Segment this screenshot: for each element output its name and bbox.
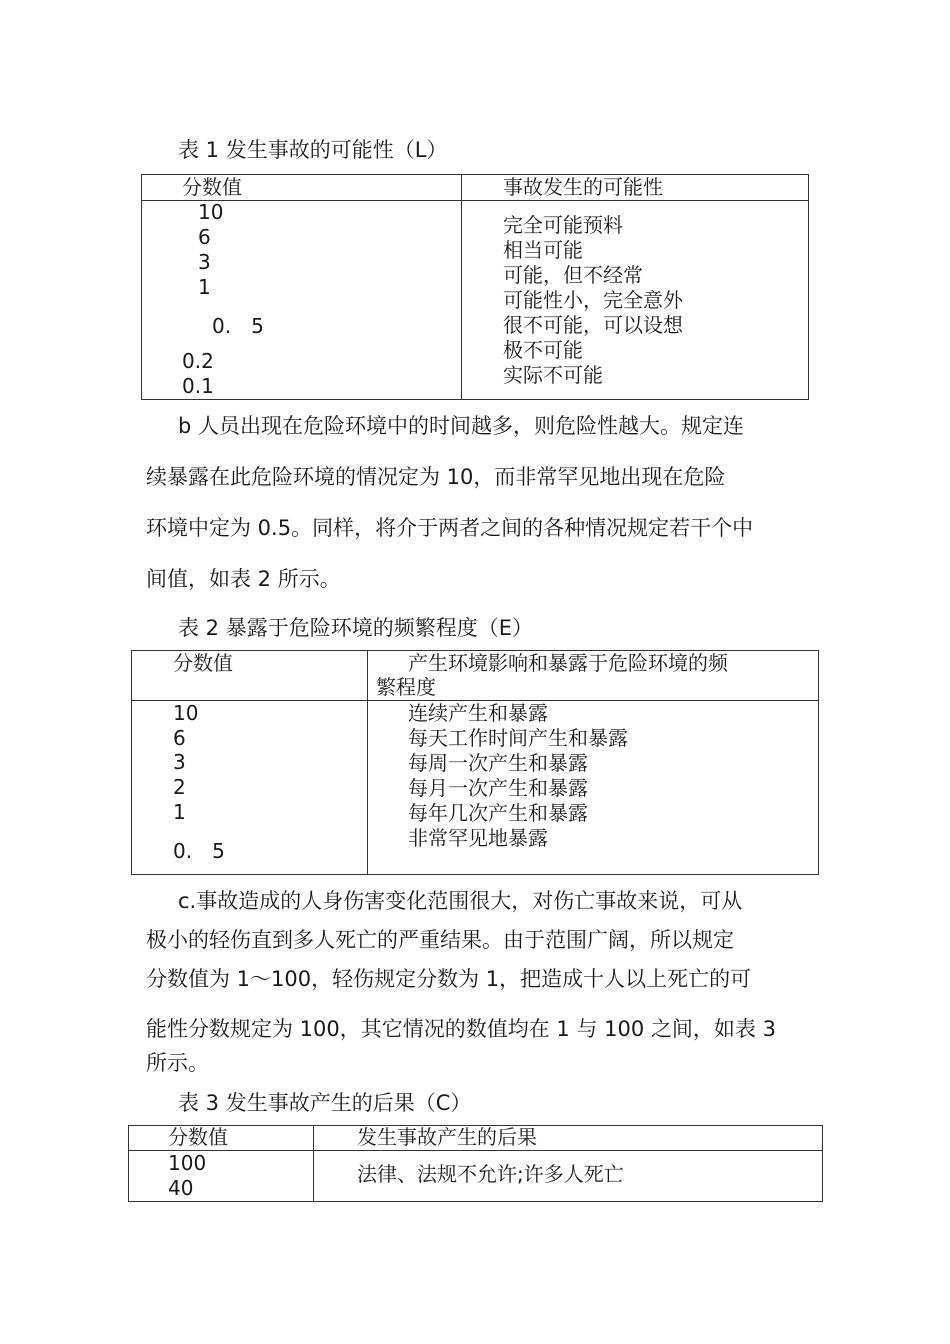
table2-description: 每周一次产生和暴露 <box>408 751 588 775</box>
table1-score: 3 <box>198 250 211 274</box>
table3-score: 100 <box>168 1151 207 1175</box>
table1-description: 很不可能，可以设想 <box>503 313 683 337</box>
table1-score: 0.2 <box>182 349 214 373</box>
table1-header-score: 分数值 <box>182 175 242 199</box>
table1-description: 可能性小，完全意外 <box>503 288 683 312</box>
table3-header-score: 分数值 <box>168 1125 228 1149</box>
table2-description: 每月一次产生和暴露 <box>408 776 588 800</box>
table2-header-description: 产生环境影响和暴露于危险环境的频 <box>408 651 728 675</box>
table2-description: 每天工作时间产生和暴露 <box>408 726 628 750</box>
table1-border <box>141 174 809 400</box>
table2-header-score: 分数值 <box>173 651 233 675</box>
table2-score: 1 <box>173 800 186 824</box>
table1-header-description: 事故发生的可能性 <box>503 175 663 199</box>
table3-header-divider <box>128 1150 823 1151</box>
table1-header-divider <box>141 200 809 201</box>
table2-score: 6 <box>173 726 186 750</box>
table2-score: 10 <box>173 701 199 725</box>
table1-description: 完全可能预料 <box>503 213 623 237</box>
paragraph-line: 分数值为 1～100，轻伤规定分数为 1，把造成十人以上死亡的可 <box>146 967 752 991</box>
table3-caption: 表 3 发生事故产生的后果（C） <box>178 1091 472 1115</box>
table3-description: 法律、法规不允许;许多人死亡 <box>357 1162 624 1186</box>
paragraph-line: 间值，如表 2 所示。 <box>146 567 341 591</box>
table1-score: 0. 5 <box>212 314 264 338</box>
table2-description: 非常罕见地暴露 <box>408 826 548 850</box>
table1-score: 0.1 <box>182 374 214 398</box>
table1-score: 6 <box>198 225 211 249</box>
table1-caption: 表 1 发生事故的可能性（L） <box>178 138 448 162</box>
table1-score: 1 <box>198 275 211 299</box>
paragraph-line: 极小的轻伤直到多人死亡的严重结果。由于范围广阔，所以规定 <box>146 928 734 952</box>
paragraph-line: 能性分数规定为 100，其它情况的数值均在 1 与 100 之间，如表 3 <box>146 1017 776 1041</box>
table2-score: 2 <box>173 775 186 799</box>
table2-column-divider <box>367 650 368 875</box>
table2-score: 0. 5 <box>173 839 225 863</box>
table3-column-divider <box>313 1125 314 1202</box>
table3-score: 40 <box>168 1176 194 1200</box>
table1-column-divider <box>461 174 462 400</box>
table2-score: 3 <box>173 750 186 774</box>
table2-description: 连续产生和暴露 <box>408 701 548 725</box>
table1-description: 可能，但不经常 <box>503 263 643 287</box>
paragraph-line: b 人员出现在危险环境中的时间越多，则危险性越大。规定连 <box>178 414 745 438</box>
table3-header-description: 发生事故产生的后果 <box>357 1125 537 1149</box>
paragraph-line: c.事故造成的人身伤害变化范围很大，对伤亡事故来说，可从 <box>178 889 743 913</box>
paragraph-line: 续暴露在此危险环境的情况定为 10，而非常罕见地出现在危险 <box>146 465 726 489</box>
table2-header-description-cont: 繁程度 <box>376 675 436 699</box>
table2-caption: 表 2 暴露于危险环境的频繁程度（E） <box>178 616 533 640</box>
table1-description: 相当可能 <box>503 238 583 262</box>
paragraph-line: 所示。 <box>146 1051 209 1075</box>
paragraph-line: 环境中定为 0.5。同样，将介于两者之间的各种情况规定若干个中 <box>146 516 754 540</box>
table1-score: 10 <box>198 200 224 224</box>
table2-description: 每年几次产生和暴露 <box>408 801 588 825</box>
table2-description-list <box>408 701 628 851</box>
table1-description-list <box>503 213 683 388</box>
table1-description: 实际不可能 <box>503 363 603 387</box>
table1-description: 极不可能 <box>503 338 583 362</box>
